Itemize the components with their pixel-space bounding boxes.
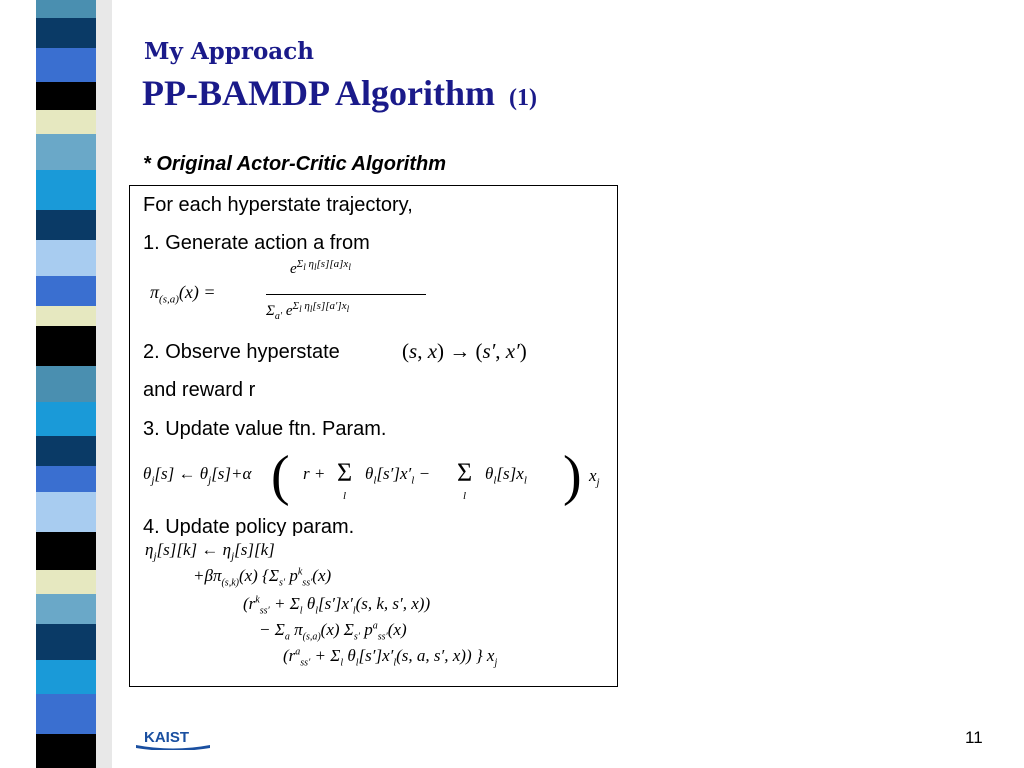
sidebar-stripe bbox=[36, 326, 96, 366]
sidebar-stripe bbox=[36, 594, 96, 624]
step-3-label: 3. Update value ftn. Param. bbox=[143, 418, 387, 440]
decorative-sidebar bbox=[0, 0, 112, 768]
value-update-equation: $\theta_j[s]$ ← $\theta_j[s]+\alpha$ ( r + Σ l $\theta_l[s']x'_l$ − Σ l $\theta_l[s]x_l$ ) $x_j$ bbox=[143, 445, 600, 507]
sidebar-stripe bbox=[36, 366, 96, 402]
sidebar-stripe bbox=[36, 402, 96, 436]
sidebar-stripe bbox=[36, 734, 96, 768]
sidebar-stripe bbox=[36, 694, 96, 734]
sidebar-stripe bbox=[36, 110, 96, 134]
sidebar-stripe bbox=[36, 660, 96, 694]
step-2b-label: and reward r bbox=[143, 379, 256, 401]
slide-title bbox=[142, 72, 537, 114]
sidebar-stripe bbox=[36, 0, 96, 18]
policy-equation bbox=[150, 256, 470, 336]
sidebar-stripe bbox=[36, 48, 96, 82]
sidebar-shadow bbox=[96, 0, 112, 768]
sidebar-stripe bbox=[36, 466, 96, 492]
slide-title-number: (1) bbox=[508, 85, 537, 111]
policy-eq-lhs: $\pi_{(s,a)}(x)$ = bbox=[150, 282, 216, 306]
fraction-bar bbox=[266, 294, 426, 295]
sidebar-stripe bbox=[36, 82, 96, 110]
sidebar-stripe bbox=[36, 210, 96, 240]
sidebar-stripe bbox=[36, 240, 96, 276]
sidebar-stripe bbox=[36, 436, 96, 466]
sidebar-stripe bbox=[36, 532, 96, 570]
slide-subtitle: My Approach bbox=[144, 38, 314, 65]
step-2-label: 2. Observe hyperstate bbox=[143, 341, 340, 363]
sidebar-stripe bbox=[36, 170, 96, 210]
slide-title-text: PP-BAMDP Algorithm bbox=[142, 73, 495, 113]
intro-line: For each hyperstate trajectory, bbox=[143, 194, 413, 216]
sidebar-stripe bbox=[36, 492, 96, 532]
sidebar-stripe bbox=[36, 276, 96, 306]
policy-eq-denominator: $\Sigma_{a'}$ $e^{\Sigma_l \eta_l[s][a']x_l}$ bbox=[266, 300, 350, 322]
transition-equation: (s, x) → (s′, x′) bbox=[402, 339, 527, 363]
sidebar-stripe bbox=[36, 18, 96, 48]
kaist-logo bbox=[136, 726, 210, 755]
step-4-label: 4. Update policy param. bbox=[143, 516, 355, 536]
policy-update-equation: $\eta_j[s][k]$ ← $\eta_j[s][k]$ $+\beta\pi_{(s,k)}(x)$ {$\Sigma_{s'}$ $p^k_{ss'}(x)$ ($r^k_{ss'} + \Sigma_l$ $\theta_l[s']x'_l(s$, k, s′, x)) − $\Sigma_a$ $\pi_{(s,a)}(x)$ $\Sigma_{s'}$ $p^a_{ss'}(x)$ ($r^a_{ss'} + \Sigma_l$ $\theta_l[s']x'_l(s$, a, s′, x)) } $x_j$ bbox=[145, 540, 498, 669]
sidebar-stripe bbox=[36, 134, 96, 170]
sidebar-stripe bbox=[36, 570, 96, 594]
algorithm-box bbox=[129, 185, 618, 687]
page-number: 11 bbox=[965, 728, 983, 747]
section-heading: * Original Actor-Critic Algorithm bbox=[143, 153, 446, 175]
sidebar-stripe bbox=[36, 624, 96, 660]
sidebar-stripe bbox=[36, 306, 96, 326]
step-1-label: 1. Generate action a from bbox=[143, 232, 370, 254]
policy-eq-numerator: $e^{\Sigma_l \eta_l[s][a]x_l}$ bbox=[290, 258, 351, 277]
kaist-logo-text: KAIST bbox=[144, 729, 189, 746]
